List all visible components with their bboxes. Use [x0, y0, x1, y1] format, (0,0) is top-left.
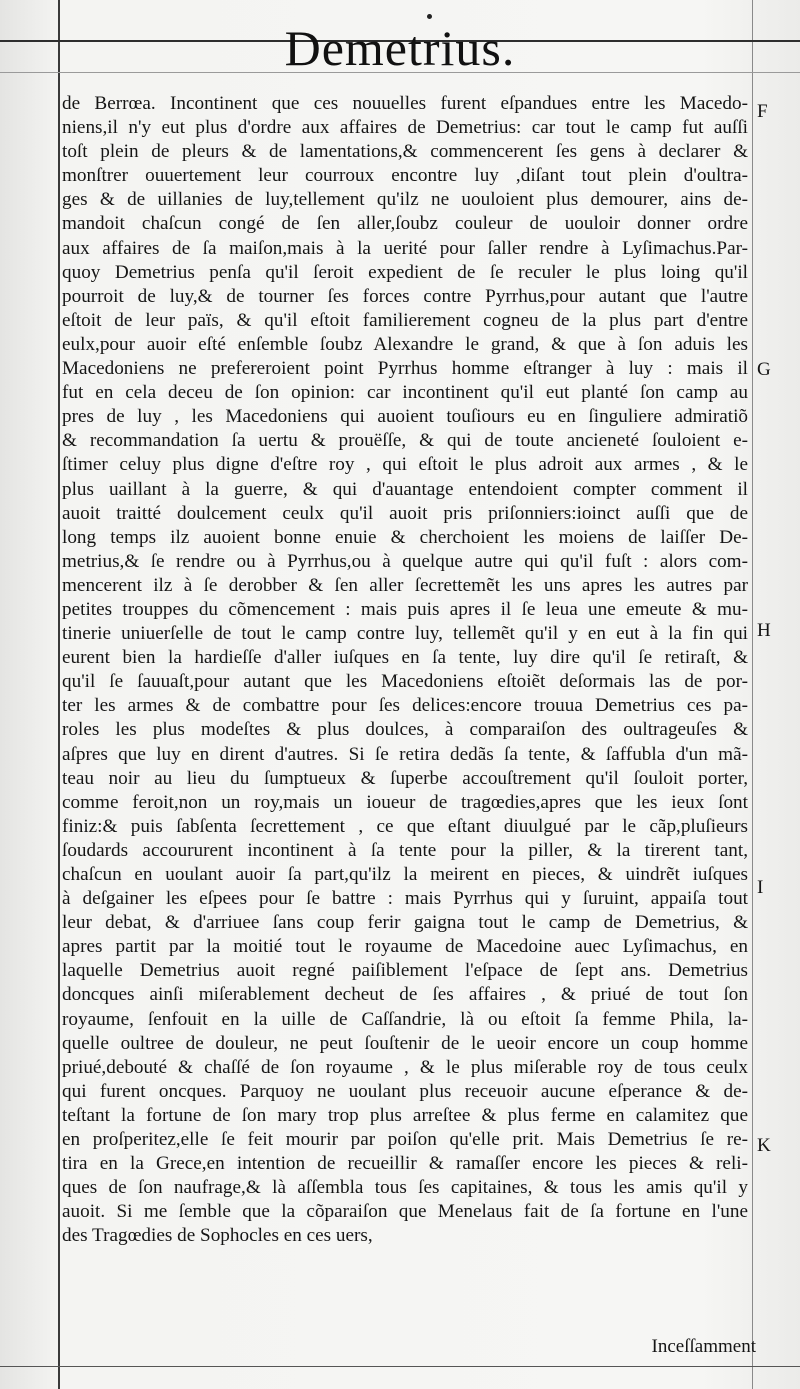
text-line: des Tragœdies de Sophocles en ces uers, — [62, 1225, 373, 1247]
text-line: fut en cela deceu de ſon opinion: car incontinent qu'il eut planté ſon camp au — [62, 382, 748, 404]
margin-letter-g: G — [757, 359, 771, 380]
text-line: à deſgainer les eſpees pour ſe battre : mais Pyrrhus qui y ſuruint, appaiſa tout — [62, 888, 748, 910]
text-line: royaume, ſenfouit en la uille de Caſſandrie, là ou eſtoit ſa femme Phila, la- — [62, 1008, 748, 1030]
text-line: ques de ſon naufrage,& là aſſembla tous ſes capitaines, & tous les amis qu'il y — [62, 1177, 748, 1199]
text-line: teau noir au lieu du ſumptueux & ſuperbe accouſtrement qu'il ſouloit porter, — [62, 767, 748, 789]
text-line: tira en la Grece,en intention de recueillir & ramaſſer encore les pieces & reli- — [62, 1153, 748, 1175]
text-line: monſtrer ouuertement leur courroux encontre luy ,diſant tout plein d'oultra- — [62, 165, 748, 187]
margin-letter-f: F — [757, 101, 768, 122]
text-line: apres partit par la moitié tout le royaume de Macedoine auec Lyſimachus, en — [62, 936, 748, 958]
text-line: finiz:& puis ſabſenta ſecrettement , ce que eſtant diuulgué par le cãp,pluſieurs — [62, 815, 748, 837]
left-margin-rule — [58, 0, 60, 1389]
text-line: toſt plein de pleurs & de lamentations,& commencerent ſes gens à declarer & — [62, 141, 748, 163]
text-line: quelle oultree de douleur, ne peut ſouſtenir de le ueoir encore un coup homme — [62, 1032, 748, 1054]
footer-rule — [0, 1366, 800, 1367]
text-line: ſoudards accoururent incontinent à ſa tente pour la piller, & la tirerent tant, — [62, 839, 748, 861]
text-line: ter les armes & de combattre pour ſes delices:encore trouua Demetrius ces pa- — [62, 695, 748, 717]
text-line: qu'il ſe ſauuaſt,pour autant que les Macedoniens eſtoiẽt deſormais las de por- — [62, 671, 748, 693]
text-line: mandoit chaſcun congé de ſen aller,ſoubz couleur de uouloir donner ordre — [62, 213, 748, 235]
text-line: qui furent oncques. Parquoy ne uoulant plus receuoir aucune eſperance & de- — [62, 1080, 748, 1102]
text-line: roles les plus modeſtes & plus doulces, à comparaiſon des oultrageuſes & — [62, 719, 748, 741]
text-line: eſtoit de leur païs, & qu'il eſtoit familierement cogneu de la plus part d'entre — [62, 309, 748, 331]
text-line: chaſcun en uoulant auoir ſa part,qu'ilz la meirent en pieces, & uindrẽt iuſques — [62, 864, 748, 885]
text-line: Macedoniens ne prefereroient point Pyrrhus homme eſtranger à luy : mais il — [62, 358, 748, 380]
text-line: eulx,pour auoir eſté enſemble ſoubz Alexandre le grand, & que à ſon aduis les — [62, 333, 748, 355]
text-line: pourroit de luy,& de tourner ſes forces contre Pyrrhus,pour autant que l'autre — [62, 285, 748, 307]
text-line: teſtant la fortune de ſon mary trop plus arreſtee & plus ferme en calamitez que — [62, 1104, 748, 1126]
text-line: metrius,& ſe rendre ou à Pyrrhus,ou à quelque autre qui qu'il fuſt : alors com- — [62, 550, 748, 572]
text-line: priué,debouté & chaſſé de ſon royaume , & le plus miſerable roy de tous ceulx — [62, 1056, 748, 1078]
text-line: comme feroit,non un roy,mais un ioueur de tragœdies,apres que les ieux ſont — [62, 791, 748, 813]
text-line: & recommandation ſa uertu & prouëſſe, & qui de toute ancieneté ſouloient e- — [62, 430, 748, 452]
text-line: niens,il n'y eut plus d'ordre aux affaires de Demetrius: car tout le camp fut auſſi — [62, 117, 748, 139]
text-line: de Berrœa. Incontinent que ces nouuelles furent eſpandues entre les Macedo- — [62, 93, 748, 114]
text-line: ſtimer celuy plus digne d'eſtre roy , qui eſtoit le plus adroit aux armes , & le — [62, 454, 748, 476]
text-line: ges & de uillanies de luy,tellement qu'ilz ne uouloient plus demourer, ains de- — [62, 189, 748, 211]
text-line: pres de luy , les Macedoniens qui auoient touſiours eu en ſinguliere admiratiõ — [62, 406, 748, 428]
margin-letter-i: I — [757, 877, 764, 898]
text-line: auoit traitté doulcement ceulx qu'il auoit pris priſonniers:ioinct auſſi que de — [62, 502, 748, 524]
text-line: petites trouppes du cõmencement : mais puis apres il ſe leua une emeute & mu- — [62, 598, 748, 620]
text-line: eurent bien la hardieſſe d'aller iuſques en ſa tente, luy dire qu'il ſe retiraſt, & — [62, 647, 748, 669]
margin-letter-k: K — [757, 1135, 771, 1156]
text-line: auoit. Si me ſemble que la cõparaiſon que Menelaus fait de ſa fortune en l'une — [62, 1201, 748, 1223]
text-line: leur debat, & d'arriuee ſans coup ferir gaigna tout le camp de Demetrius, & — [62, 912, 748, 934]
text-line: mencerent ilz à ſe derobber & ſen aller ſecrettemẽt les uns apres les autres par — [62, 574, 748, 596]
text-line: aux affaires de ſa maiſon,mais à la uerité pour ſaller rendre à Lyſimachus.Par- — [62, 237, 748, 259]
catchword: Inceſſamment — [651, 1336, 756, 1357]
text-line: doncques ainſi miſerablement decheut de ſes affaires , & priué de tout ſon — [62, 984, 748, 1006]
text-line: en proſperitez,elle ſe feit mourir par poiſon qu'elle prit. Mais Demetrius ſe re- — [62, 1129, 748, 1151]
text-line: plus uaillant à la guerre, & qui d'auantage entendoient compter comment il — [62, 478, 748, 500]
text-line: aſpres que luy en dirent d'autres. Si ſe retira dedãs ſa tente, & ſaffubla d'un mã- — [62, 743, 748, 765]
body-text — [62, 92, 748, 1249]
text-line: quoy Demetrius penſa qu'il ſeroit expedient de ſe reculer le plus loing qu'il — [62, 261, 748, 283]
running-title: Demetrius. — [284, 20, 516, 76]
margin-letter-h: H — [757, 620, 771, 641]
text-line: tinerie uniuerſelle de tout le camp contre luy, tellemẽt qu'il y en eut à la fin qui — [62, 623, 748, 645]
text-line: long temps ilz auoient bonne enuie & cherchoient les moiens de laiſſer De- — [62, 526, 748, 548]
text-line: laquelle Demetrius auoit regné paiſiblement l'eſpace de ſept ans. Demetrius — [62, 960, 748, 982]
right-margin-rule — [752, 0, 753, 1389]
